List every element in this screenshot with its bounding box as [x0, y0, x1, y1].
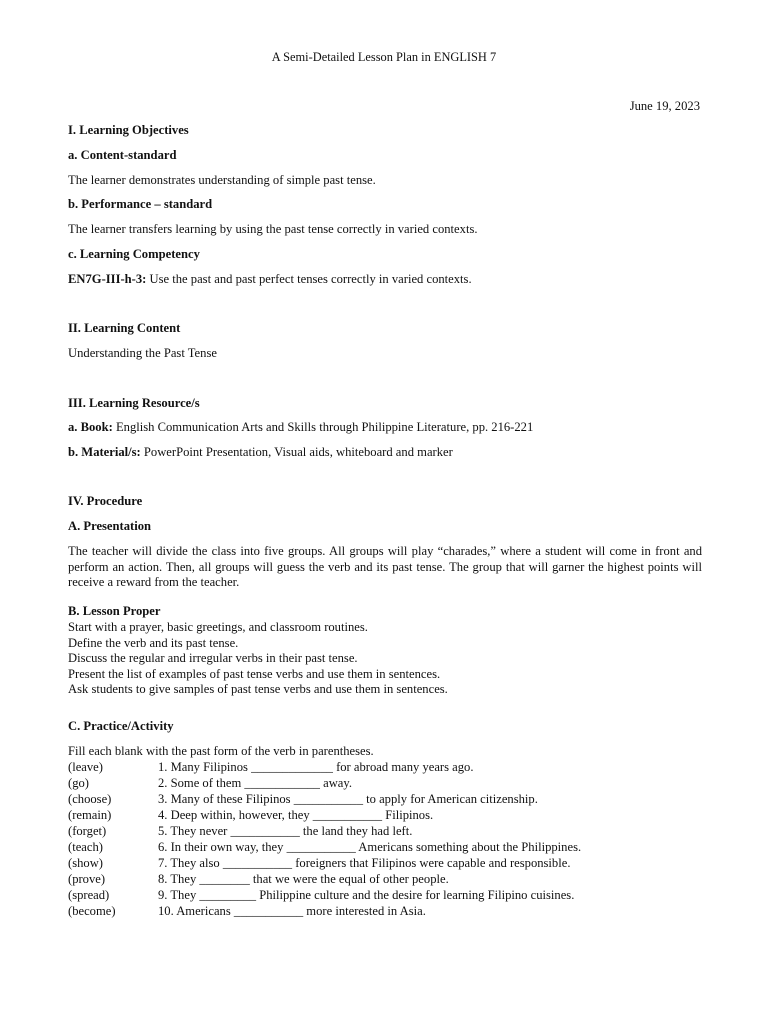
- book-text: English Communication Arts and Skills through Philippine Literature, pp. 216-221: [115, 420, 534, 434]
- presentation-heading: A. Presentation: [68, 519, 152, 533]
- section-3-heading: III. Learning Resource/s: [68, 396, 200, 410]
- presentation-text: The teacher will divide the class into five groups. All groups will play “charades,” where a student will come in front and perform an action. Then, all groups will guess the verb and its past tense. The group that will garner the highest points will receive a reward from the teacher.: [68, 544, 702, 589]
- list-item: Discuss the regular and irregular verbs in their past tense.: [68, 651, 358, 665]
- list-item: Present the list of examples of past tense verbs and use them in sentences.: [68, 666, 441, 681]
- item-sentence: 2. Some of them ____________ away.: [158, 776, 353, 790]
- practice-items: [0, 760, 768, 930]
- list-item: Ask students to give samples of past tense verbs and use them in sentences.: [68, 682, 448, 696]
- section-4-heading: IV. Procedure: [68, 494, 143, 508]
- section-2-heading: II. Learning Content: [68, 321, 181, 335]
- practice-heading: C. Practice/Activity: [68, 719, 174, 733]
- item-verb: (remain): [68, 808, 112, 822]
- performance-standard-text: The learner transfers learning by using the past tense correctly in varied contexts.: [68, 222, 478, 236]
- section-1-heading: I. Learning Objectives: [68, 123, 189, 137]
- item-sentence: 5. They never ___________ the land they had left.: [158, 824, 413, 838]
- item-verb: (forget): [68, 824, 107, 838]
- item-verb: (show): [68, 856, 103, 870]
- item-sentence: 9. They _________ Philippine culture and the desire for learning Filipino cuisines.: [158, 888, 575, 902]
- document-date: June 19, 2023: [629, 99, 700, 113]
- lesson-proper-list: [68, 620, 702, 698]
- learning-content-text: Understanding the Past Tense: [68, 346, 217, 360]
- item-sentence: 3. Many of these Filipinos ___________ to apply for American citizenship.: [158, 792, 538, 806]
- content-standard-text: The learner demonstrates understanding of simple past tense.: [68, 173, 376, 187]
- item-sentence: 10. Americans ___________ more interested in Asia.: [158, 904, 426, 918]
- item-verb: (spread): [68, 888, 110, 902]
- item-verb: (choose): [68, 792, 112, 806]
- item-verb: (go): [68, 776, 89, 790]
- competency-text: Use the past and past perfect tenses correctly in varied contexts.: [149, 272, 472, 286]
- material-line: [68, 445, 453, 461]
- lesson-proper-heading: B. Lesson Proper: [68, 604, 161, 618]
- item-sentence: 8. They ________ that we were the equal of other people.: [158, 872, 449, 886]
- material-text: PowerPoint Presentation, Visual aids, whiteboard and marker: [143, 445, 453, 459]
- book-line: [68, 420, 533, 436]
- content-standard-heading: a. Content-standard: [68, 148, 177, 162]
- performance-standard-heading: b. Performance – standard: [68, 197, 213, 211]
- learning-competency-line: [68, 272, 472, 288]
- item-sentence: 7. They also ___________ foreigners that Filipinos were capable and responsible.: [158, 856, 571, 870]
- item-sentence: 6. In their own way, they ___________ Americans something about the Philippines.: [158, 840, 582, 854]
- book-label: a. Book:: [68, 420, 113, 434]
- list-item: Define the verb and its past tense.: [68, 635, 239, 650]
- item-verb: (teach): [68, 840, 103, 854]
- practice-instruction: Fill each blank with the past form of the verb in parentheses.: [68, 744, 374, 758]
- item-verb: (become): [68, 904, 116, 918]
- list-item: Start with a prayer, basic greetings, and classroom routines.: [68, 620, 368, 634]
- item-verb: (prove): [68, 872, 106, 886]
- competency-code: EN7G-III-h-3:: [68, 272, 147, 286]
- item-verb: (leave): [68, 760, 103, 774]
- document-title: A Semi-Detailed Lesson Plan in ENGLISH 7: [271, 50, 497, 64]
- learning-competency-heading: c. Learning Competency: [68, 247, 200, 261]
- material-label: b. Material/s:: [68, 445, 141, 459]
- item-sentence: 4. Deep within, however, they ___________ Filipinos.: [158, 808, 434, 822]
- item-sentence: 1. Many Filipinos _____________ for abroad many years ago.: [158, 760, 474, 774]
